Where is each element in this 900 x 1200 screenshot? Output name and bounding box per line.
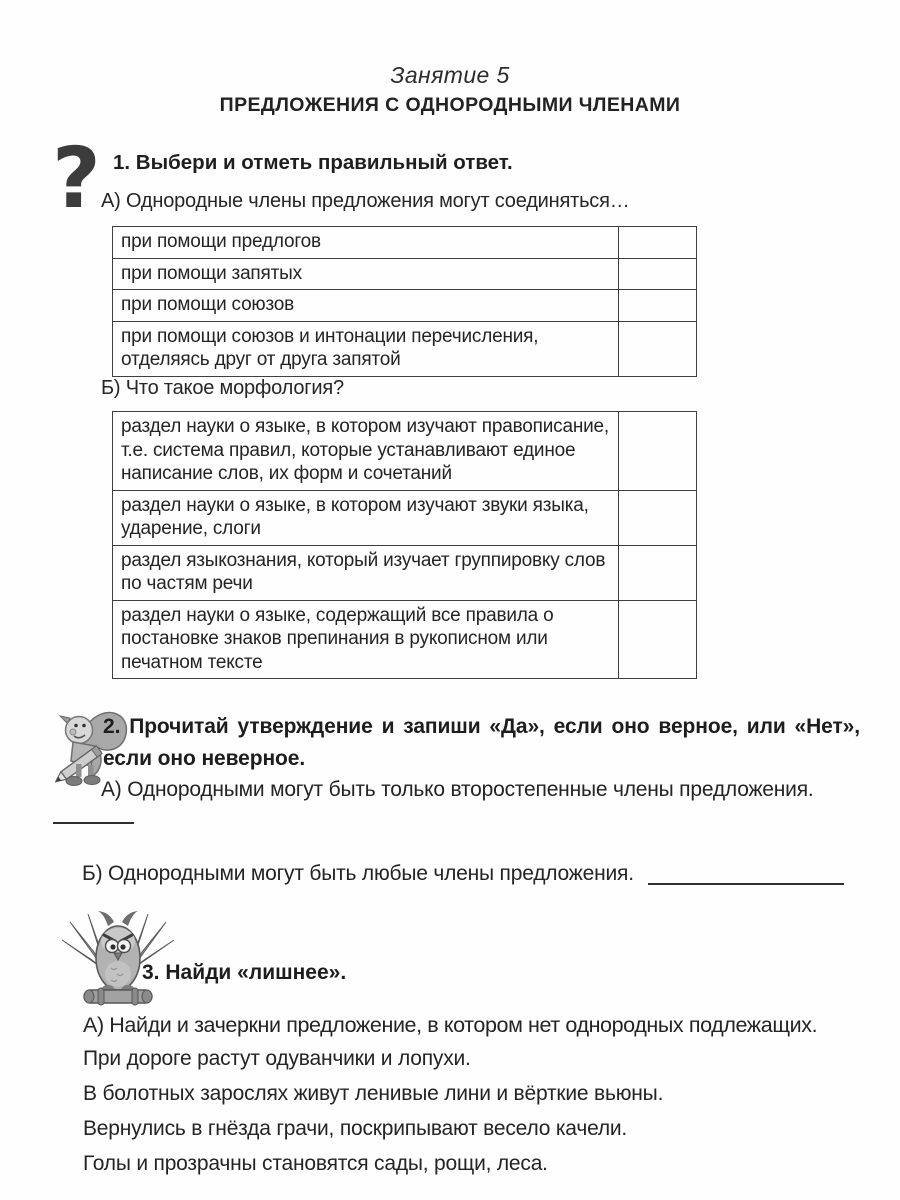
table-row	[113, 545, 697, 600]
section3-task: А) Найди и зачеркни предложение, в котором нет однородных подлежащих.	[83, 1013, 818, 1037]
option-text: раздел науки о языке, содержащий все правила о постановке знаков препинания в рукописном или печатном тексте	[113, 600, 619, 679]
table-row	[113, 258, 697, 290]
section1-table-a	[112, 226, 697, 377]
answer-cell	[619, 321, 697, 376]
section2-statement-b-row	[82, 862, 858, 886]
option-text: при помощи союзов и интонации перечисления, отделяясь друг от друга запятой	[113, 321, 619, 376]
answer-cell	[619, 227, 697, 259]
section2-heading: 2. Прочитай утверждение и запиши «Да», если оно верное, или «Нет», если оно неверное.	[103, 715, 860, 770]
answer-cell	[619, 490, 697, 545]
table-row	[113, 290, 697, 322]
sentence: Голы и прозрачны становятся сады, рощи, леса.	[83, 1152, 548, 1175]
table-row	[113, 227, 697, 259]
table-row	[113, 321, 697, 376]
option-text: раздел языкознания, который изучает группировку слов по частям речи	[113, 545, 619, 600]
section1-part-b-label: Б) Что такое морфология?	[101, 377, 344, 399]
answer-cell	[619, 600, 697, 679]
section2-statement-a: А) Однородными могут быть только второстепенные члены предложения.	[101, 778, 814, 801]
table-row	[113, 490, 697, 545]
option-text: раздел науки о языке, в котором изучают правописание, т.е. система правил, которые устанавливают единое написание слов, их форм и сочетаний	[113, 412, 619, 491]
section3-sentences	[83, 1047, 863, 1187]
option-text: при помощи запятых	[113, 258, 619, 290]
title-block	[0, 62, 900, 117]
question-mark-icon: ?	[52, 129, 101, 227]
table-row	[113, 412, 697, 491]
answer-cell	[619, 290, 697, 322]
answer-blank	[53, 800, 134, 824]
lesson-label: Занятие 5	[390, 62, 510, 88]
section3-heading: 3. Найди «лишнее».	[142, 961, 347, 984]
page-title: ПРЕДЛОЖЕНИЯ С ОДНОРОДНЫМИ ЧЛЕНАМИ	[219, 94, 681, 116]
sentence: В болотных зарослях живут ленивые лини и вёрткие вьюны.	[83, 1082, 664, 1105]
sentence: Вернулись в гнёзда грачи, поскрипывают весело качели.	[83, 1117, 628, 1140]
answer-cell	[619, 258, 697, 290]
section1-heading: 1. Выбери и отметь правильный ответ.	[113, 151, 513, 174]
answer-cell	[619, 545, 697, 600]
answer-blank	[648, 865, 844, 885]
option-text: при помощи предлогов	[113, 227, 619, 259]
answer-cell	[619, 412, 697, 491]
owl-icon	[56, 908, 184, 1008]
section2-statement-b: Б) Однородными могут быть любые члены предложения.	[82, 862, 634, 885]
section1-part-a-label: А) Однородные члены предложения могут соединяться…	[101, 190, 630, 212]
option-text: раздел науки о языке, в котором изучают звуки языка, ударение, слоги	[113, 490, 619, 545]
table-row	[113, 600, 697, 679]
section1-table-b	[112, 411, 697, 679]
sentence: При дороге растут одуванчики и лопухи.	[83, 1047, 471, 1070]
option-text: при помощи союзов	[113, 290, 619, 322]
